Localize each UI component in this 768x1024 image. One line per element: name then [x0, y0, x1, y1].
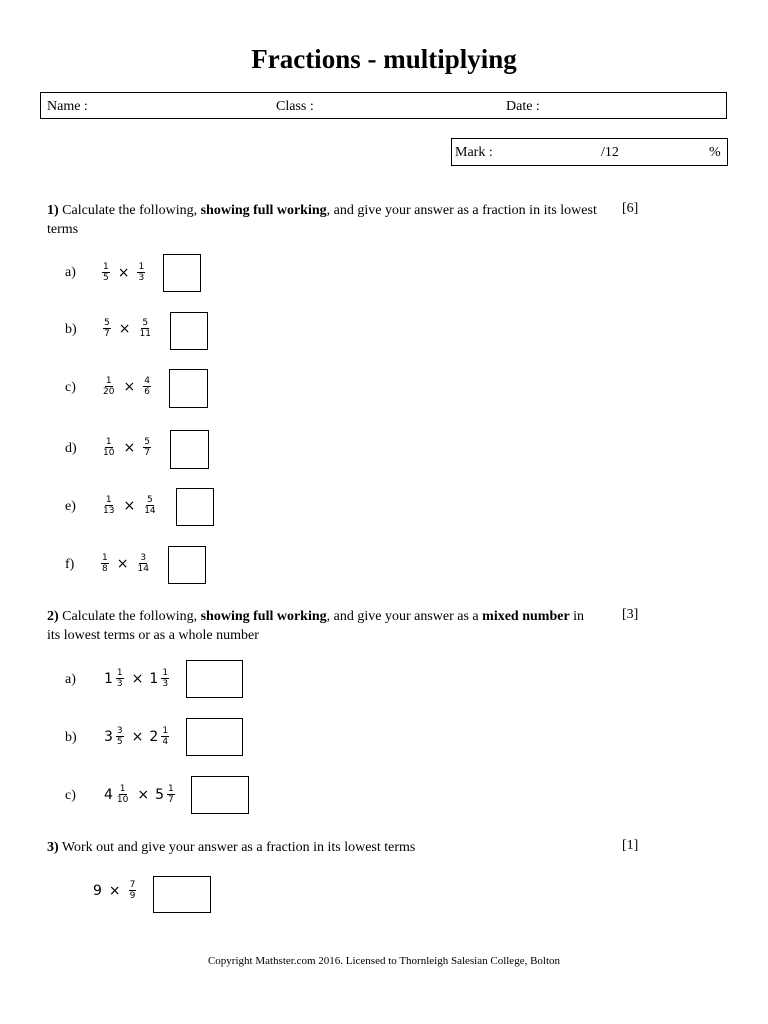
part-label: d) — [65, 441, 77, 456]
part-label: b) — [65, 322, 77, 337]
fraction: $\frac{1}{10}$ — [116, 784, 129, 805]
answer-box[interactable] — [186, 660, 243, 698]
question-3-marks: [1] — [622, 838, 639, 853]
multiply-sign: × — [131, 670, 144, 687]
mark-label: Mark : — [455, 145, 493, 160]
fraction: $\frac{5}{7}$ — [144, 437, 150, 458]
emphasis: showing full working — [200, 203, 327, 218]
fraction: $\frac{3}{14}$ — [137, 553, 149, 574]
fraction: $\frac{1}{13}$ — [103, 495, 115, 516]
answer-box[interactable] — [176, 488, 214, 526]
fraction: $\frac{1}{20}$ — [103, 376, 115, 397]
multiply-sign: × — [131, 728, 144, 745]
multiply-sign: × — [117, 264, 130, 281]
multiply-sign: × — [108, 882, 121, 899]
emphasis: showing full working — [200, 609, 327, 624]
question-3-text: 3) Work out and give your answer as a fraction in its lowest terms — [47, 840, 416, 855]
multiply-sign: × — [123, 497, 136, 514]
answer-box[interactable] — [163, 254, 201, 292]
multiply-sign: × — [123, 439, 136, 456]
multiply-sign: × — [123, 378, 136, 395]
question-number: 1) — [47, 203, 59, 218]
student-info-box — [40, 92, 727, 119]
part-label: b) — [65, 730, 77, 745]
part-label: e) — [65, 499, 76, 514]
answer-box[interactable] — [186, 718, 243, 756]
fraction: $\frac{1}{3}$ — [138, 262, 145, 283]
fraction: $\frac{1}{7}$ — [168, 784, 174, 805]
fraction-expression — [100, 495, 159, 516]
question-1-text: 1) Calculate the following, showing full working, and give your answer as a fraction in its lowest terms — [47, 203, 597, 237]
mixed-number-expression: 3 $\frac{3}{5}$ × 2 $\frac{1}{4}$ — [104, 726, 169, 747]
fraction-expression — [99, 553, 152, 574]
mark-percent: % — [709, 145, 721, 160]
copyright-footer: Copyright Mathster.com 2016. Licensed to Thornleigh Salesian College, Bolton — [207, 955, 561, 967]
question-2-text: 2) Calculate the following, showing full working, and give your answer as a mixed number in its lowest terms or as a whole number — [47, 609, 585, 643]
question-2-marks: [3] — [622, 607, 639, 622]
mark-total: /12 — [601, 145, 619, 160]
fraction-expression — [101, 318, 154, 339]
fraction: $\frac{5}{14}$ — [144, 495, 156, 516]
multiply-sign: × — [137, 786, 150, 803]
fraction: $\frac{1}{5}$ — [103, 262, 109, 283]
question-number: 2) — [47, 609, 59, 624]
name-label: Name : — [47, 99, 88, 114]
answer-box[interactable] — [191, 776, 249, 814]
fraction: $\frac{1}{8}$ — [102, 553, 108, 574]
page-title: Fractions - multiplying — [251, 44, 517, 74]
question-number: 3) — [47, 840, 59, 855]
mark-box — [451, 138, 728, 166]
part-label: f) — [65, 557, 75, 572]
fraction: $\frac{5}{7}$ — [104, 318, 110, 339]
answer-box[interactable] — [170, 430, 209, 469]
part-label: c) — [65, 380, 76, 395]
answer-box[interactable] — [168, 546, 206, 584]
mixed-number-expression: 1 $\frac{1}{3}$ × 1 $\frac{1}{3}$ — [104, 668, 169, 689]
fraction-expression — [100, 262, 147, 283]
fraction-expression: 9 × $\frac{7}{9}$ — [93, 880, 136, 901]
emphasis: mixed number — [482, 609, 570, 624]
fraction: $\frac{4}{6}$ — [144, 376, 150, 397]
fraction-expression — [100, 376, 153, 397]
fraction: $\frac{7}{9}$ — [129, 880, 136, 901]
fraction: $\frac{5}{11}$ — [139, 318, 151, 339]
multiply-sign: × — [118, 320, 131, 337]
mixed-number-expression: 4 $\frac{1}{10}$ × 5 $\frac{1}{7}$ — [104, 784, 174, 805]
multiply-sign: × — [116, 555, 129, 572]
fraction: $\frac{1}{3}$ — [116, 668, 123, 689]
fraction: $\frac{1}{3}$ — [162, 668, 169, 689]
question-1-marks: [6] — [622, 201, 639, 216]
fraction: $\frac{3}{5}$ — [116, 726, 123, 747]
answer-box[interactable] — [153, 876, 211, 913]
answer-box[interactable] — [169, 369, 208, 408]
answer-box[interactable] — [170, 312, 208, 350]
date-label: Date : — [506, 99, 540, 114]
part-label: a) — [65, 265, 76, 280]
class-label: Class : — [276, 99, 314, 114]
fraction: $\frac{1}{4}$ — [162, 726, 169, 747]
fraction: $\frac{1}{10}$ — [103, 437, 115, 458]
part-label: c) — [65, 788, 76, 803]
part-label: a) — [65, 672, 76, 687]
fraction-expression — [100, 437, 153, 458]
